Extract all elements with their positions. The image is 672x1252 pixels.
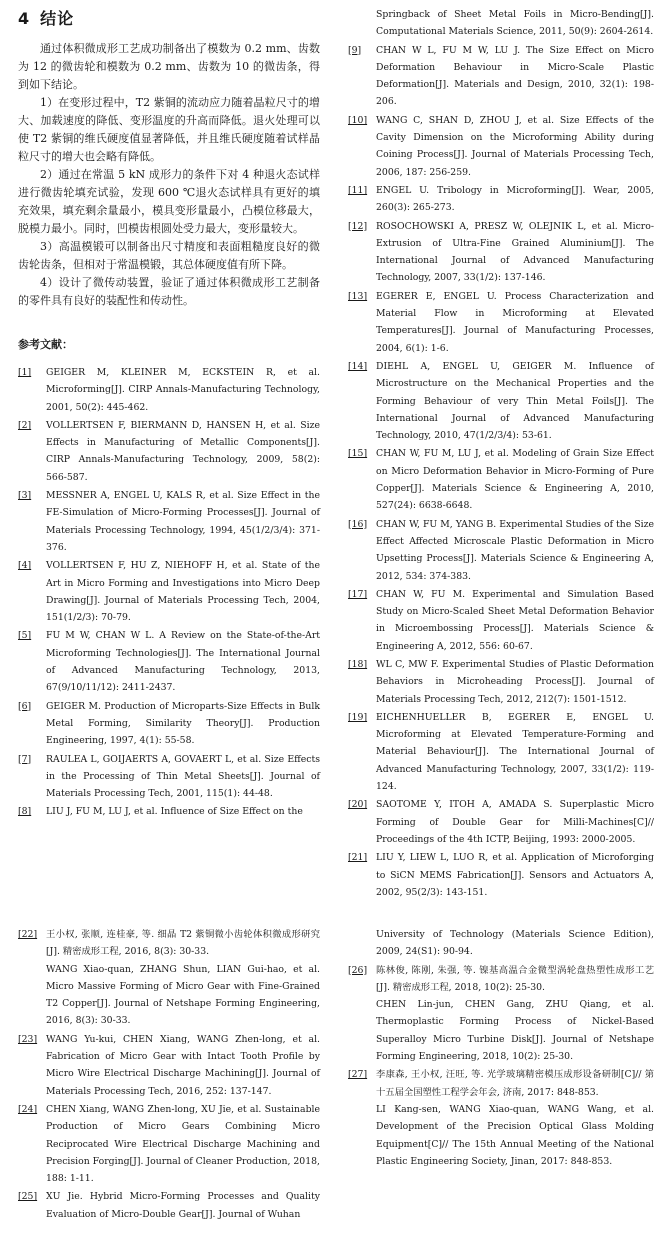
reference-text: SAOTOME Y, ITOH A, AMADA S. Superplastic Micro Forming of Double Gear for Milli-Machines[C]// Proceedings of the 4th ICTP, Beijing, 1993: 2000-2005.: [376, 799, 654, 845]
bottom-left-column: [18, 926, 320, 1224]
reference-number[interactable]: [6]: [18, 700, 32, 712]
reference-text: FU M W, CHAN W L. A Review on the State-of-the-Art Microforming Technologies[J]. The International Journal of Advanced Manufacturing Technology, 2013, 67(9/10/11/12): 2411-2437.: [46, 630, 320, 694]
reference-number[interactable]: [5]: [18, 630, 32, 642]
reference-text: LIU J, FU M, LU J, et al. Influence of Size Effect on the: [46, 806, 303, 818]
reference-item: [348, 182, 654, 217]
reference-text: CHAN W, FU M, YANG B. Experimental Studies of the Size Effect Affected Microscale Plastic Deformation in Micro Upsetting Process[J]. Materials Science & Engineering A, 2012, 534: 374-383.: [376, 518, 654, 582]
reference-item: [348, 849, 654, 901]
reference-number[interactable]: [7]: [18, 753, 32, 765]
reference-text: 陈林俊, 陈刚, 朱强, 等. 镍基高温合金微型涡轮盘热塑性成形工艺[J]. 精密成形工程, 2018, 10(2): 25-30.: [376, 964, 654, 993]
reference-item: [348, 288, 654, 357]
reference-number[interactable]: [8]: [18, 806, 32, 818]
reference-number[interactable]: [20]: [348, 799, 368, 811]
reference-text: WANG Yu-kui, CHEN Xiang, WANG Zhen-long, et al. Fabrication of Micro Gear with Intact Tooth Profile by Micro Wire Electrical Discharge Machining[J]. Journal of Materials Processing Tech, 2016, 252: 137-147.: [46, 1033, 320, 1097]
reference-number[interactable]: [26]: [348, 964, 368, 976]
reference-item: [18, 557, 320, 626]
reference-item: [18, 1188, 320, 1223]
reference-number[interactable]: [3]: [18, 490, 32, 502]
reference-number[interactable]: [21]: [348, 852, 368, 864]
top-left-column: [18, 6, 320, 822]
reference-number[interactable]: [27]: [348, 1069, 368, 1081]
section-heading: [18, 6, 320, 29]
reference-text: WL C, MW F. Experimental Studies of Plastic Deformation Behaviors in Microheading Process[J]. Journal of Materials Processing Tech, 2012, 212(7): 1501-1512.: [376, 658, 654, 705]
reference-item: [348, 112, 654, 181]
paragraph-conclusion-3: 3）高温模锻可以制备出尺寸精度和表面粗糙度良好的微齿轮齿条，但相对于常温模锻，其总体硬度值有所下降。: [18, 240, 320, 271]
reference-item: [348, 586, 654, 655]
reference-text: EICHENHUELLER B, EGERER E, ENGEL U. Microforming at Elevated Temperature-Forming and Material Behaviour[J]. The International Journal of Advanced Manufacturing Technology, 2007, 33(1/2): 119-124.: [376, 711, 654, 793]
reference-number[interactable]: [10]: [348, 114, 368, 126]
reference-item: [348, 516, 654, 585]
reference-item: [348, 962, 654, 1066]
reference-number[interactable]: [17]: [348, 588, 368, 600]
reference-translation: LI Kang-sen, WANG Xiao-quan, WANG Wang, et al. Development of the Precision Optical Glass Molding Equipment[C]// The 15th Annual Meeting of the National Plastic Engineering Society, Jinan, 2017: 848-853.: [376, 1103, 654, 1167]
reference-number[interactable]: [11]: [348, 184, 368, 196]
reference-item: [18, 698, 320, 750]
paragraph-conclusion-2: 2）通过在常温 5 kN 成形力的条件下对 4 种退火态试样进行微齿轮填充试验，发现 600 ℃退火态试样具有更好的填充效果，填充剩余量最小，模具变形量最小，凸模位移最大，脱模力最小。同时，凹模齿根圆处受力最大，变形量较大。: [18, 168, 320, 235]
reference-item: [348, 656, 654, 708]
reference-text: GEIGER M. Production of Microparts-Size Effects in Bulk Metal Forming, Similarity Theory[J]. Production Engineering, 1997, 4(1): 55-58.: [46, 700, 320, 747]
paragraph-conclusion-4: 4）设计了微传动装置，验证了通过体积微成形工艺制备的零件具有良好的装配性和传动性。: [18, 276, 320, 307]
reference-text: 王小权, 张顺, 连桂豪, 等. 细晶 T2 紫铜微小齿轮体积微成形研究[J]. 精密成形工程, 2016, 8(3): 30-33.: [46, 929, 320, 958]
reference-item: [18, 1031, 320, 1100]
reference-text: VOLLERTSEN F, HU Z, NIEHOFF H, et al. State of the Art in Micro Forming and Investigations into Micro Deep Drawing[J]. Journal of Materials Processing Tech, 2004, 151(1/2/3): 70-79.: [46, 560, 320, 624]
reference-continuation: Springback of Sheet Metal Foils in Micro-Bending[J]. Computational Materials Science, 2011, 50(9): 2604-2614.: [376, 9, 654, 38]
reference-item: [18, 926, 320, 1030]
reference-text: CHAN W, FU M. Experimental and Simulation Based Study on Micro-Scaled Sheet Metal Deformation Behavior in Microembossing Process[J]. Materials Science & Engineering A, 2012, 556: 60-67.: [376, 588, 654, 652]
reference-number[interactable]: [16]: [348, 518, 368, 530]
reference-number[interactable]: [4]: [18, 560, 32, 572]
reference-item: [18, 751, 320, 803]
reference-text: RAULEA L, GOIJAERTS A, GOVAERT L, et al. Size Effects in the Processing of Thin Metal Sheets[J]. Journal of Materials Processing Tech, 2001, 115(1): 44-48.: [46, 753, 320, 800]
reference-item: [18, 364, 320, 416]
section-number: 4: [18, 9, 31, 28]
section-title: 结论: [40, 9, 75, 28]
paragraph-conclusion-1: 1）在变形过程中，T2 紫铜的流动应力随着晶粒尺寸的增大、加载速度的降低、变形温度的升高而降低。退火处理可以使 T2 紫铜的维氏硬度值显著降低，并且维氏硬度随着试样晶粒尺寸的增大也会略有降低。: [18, 96, 320, 163]
reference-item: [348, 358, 654, 444]
reference-number[interactable]: [13]: [348, 290, 368, 302]
reference-number[interactable]: [18]: [348, 658, 368, 670]
reference-number[interactable]: [22]: [18, 929, 38, 940]
reference-text: GEIGER M, KLEINER M, ECKSTEIN R, et al. Microforming[J]. CIRP Annals-Manufacturing Technology, 2001, 50(2): 445-462.: [46, 367, 320, 413]
references-heading: 参考文献：: [18, 338, 73, 351]
reference-number[interactable]: [24]: [18, 1103, 38, 1115]
reference-translation: WANG Xiao-quan, ZHANG Shun, LIAN Gui-hao, et al. Micro Massive Forming of Micro Gear with Fine-Grained T2 Copper[J]. Journal of Netshape Forming Engineering, 2016, 8(3): 30-33.: [46, 963, 320, 1027]
reference-text: 李康森, 王小权, 汪旺, 等. 光学玻璃精密模压成形设备研制[C]// 第十五届全国塑性工程学会年会, 济南, 2017: 848-853.: [376, 1069, 654, 1098]
reference-item: [348, 42, 654, 111]
reference-number[interactable]: [14]: [348, 360, 368, 372]
reference-text: WANG C, SHAN D, ZHOU J, et al. Size Effects of the Cavity Dimension on the Microforming Ability during Coining Process[J]. Journal of Materials Processing Tech, 2006, 187: 256-259.: [376, 114, 654, 178]
reference-number[interactable]: [2]: [18, 419, 32, 431]
reference-item: [18, 1101, 320, 1187]
reference-number[interactable]: [15]: [348, 448, 368, 460]
reference-text: VOLLERTSEN F, BIERMANN D, HANSEN H, et al. Size Effects in Manufacturing of Metallic Components[J]. CIRP Annals-Manufacturing Technology, 2009, 58(2): 566-587.: [46, 419, 320, 483]
reference-text: MESSNER A, ENGEL U, KALS R, et al. Size Effect in the FE-Simulation of Micro-Forming Processes[J]. Journal of Materials Processing Technology, 1994, 45(1/2/3/4): 371-376.: [46, 490, 320, 553]
reference-text: CHAN W, FU M, LU J, et al. Modeling of Grain Size Effect on Micro Deformation Behavior in Micro-Forming of Pure Copper[J]. Materials Science & Engineering A, 2010, 527(24): 6638-6648.: [376, 448, 654, 512]
reference-text: ENGEL U. Tribology in Microforming[J]. Wear, 2005, 260(3): 265-273.: [376, 184, 654, 214]
reference-item: [348, 796, 654, 848]
reference-number[interactable]: [12]: [348, 220, 368, 232]
reference-item: [18, 487, 320, 556]
reference-text: DIEHL A, ENGEL U, GEIGER M. Influence of Microstructure on the Mechanical Properties and the Forming Behaviour of very Thin Metal Foils[J]. The International Journal of Advanced Manufacturing Technology, 2010, 47(1/2/3/4): 53-61.: [376, 360, 654, 442]
bottom-right-column: [348, 926, 654, 1171]
reference-text: EGERER E, ENGEL U. Process Characterization and Material Flow in Microforming at Elevated Temperatures[J]. Journal of Manufacturing Processes, 2004, 6(1): 1-6.: [376, 290, 654, 354]
reference-text: XU Jie. Hybrid Micro-Forming Processes and Quality Evaluation of Micro-Double Gear[J]. Journal of Wuhan: [46, 1191, 320, 1220]
reference-number[interactable]: [23]: [18, 1033, 38, 1045]
reference-item: [348, 218, 654, 287]
reference-text: CHAN W L, FU M W, LU J. The Size Effect on Micro Deformation Behaviour in Micro-Scale Plastic Deformation[J]. Materials and Design, 2010, 32(1): 198-206.: [376, 44, 654, 108]
reference-number[interactable]: [1]: [18, 367, 32, 378]
paragraph-intro: 通过体积微成形工艺成功制备出了模数为 0.2 mm、齿数为 12 的微齿轮和模数为 0.2 mm、齿数为 10 的微齿条，得到如下结论。: [18, 42, 320, 91]
top-right-column: [348, 6, 654, 902]
reference-translation: CHEN Lin-jun, CHEN Gang, ZHU Qiang, et al. Thermoplastic Forming Process of Nickel-Based Superalloy Micro Turbine Disk[J]. Journal of Netshape Forming Engineering, 2018, 10(2): 25-30.: [376, 999, 654, 1063]
reference-number[interactable]: [19]: [348, 711, 368, 723]
reference-item: [348, 1066, 654, 1170]
reference-number[interactable]: [9]: [348, 44, 362, 56]
reference-continuation: University of Technology (Materials Science Edition), 2009, 24(S1): 90-94.: [376, 929, 654, 958]
reference-item: [18, 803, 320, 820]
reference-number[interactable]: [25]: [18, 1191, 38, 1203]
reference-text: ROSOCHOWSKI A, PRESZ W, OLEJNIK L, et al. Micro-Extrusion of Ultra-Fine Grained Aluminium[J]. The International Journal of Advanced Manufacturing Technology, 2007, 33(1/2): 137-146.: [376, 220, 654, 284]
reference-item: [348, 709, 654, 795]
reference-item: [18, 627, 320, 696]
reference-item: [18, 417, 320, 486]
reference-text: LIU Y, LIEW L, LUO R, et al. Application of Microforging to SiCN MEMS Fabrication[J]. Sensors and Actuators A, 2002, 95(2/3): 143-151.: [376, 852, 654, 898]
reference-item: [348, 445, 654, 514]
reference-text: CHEN Xiang, WANG Zhen-long, XU Jie, et al. Sustainable Production of Micro Gears Combining Micro Reciprocated Wire Electrical Discharge Machining and Precision Forging[J]. Journal of Cleaner Production, 2018, 188: 1-11.: [46, 1103, 320, 1185]
